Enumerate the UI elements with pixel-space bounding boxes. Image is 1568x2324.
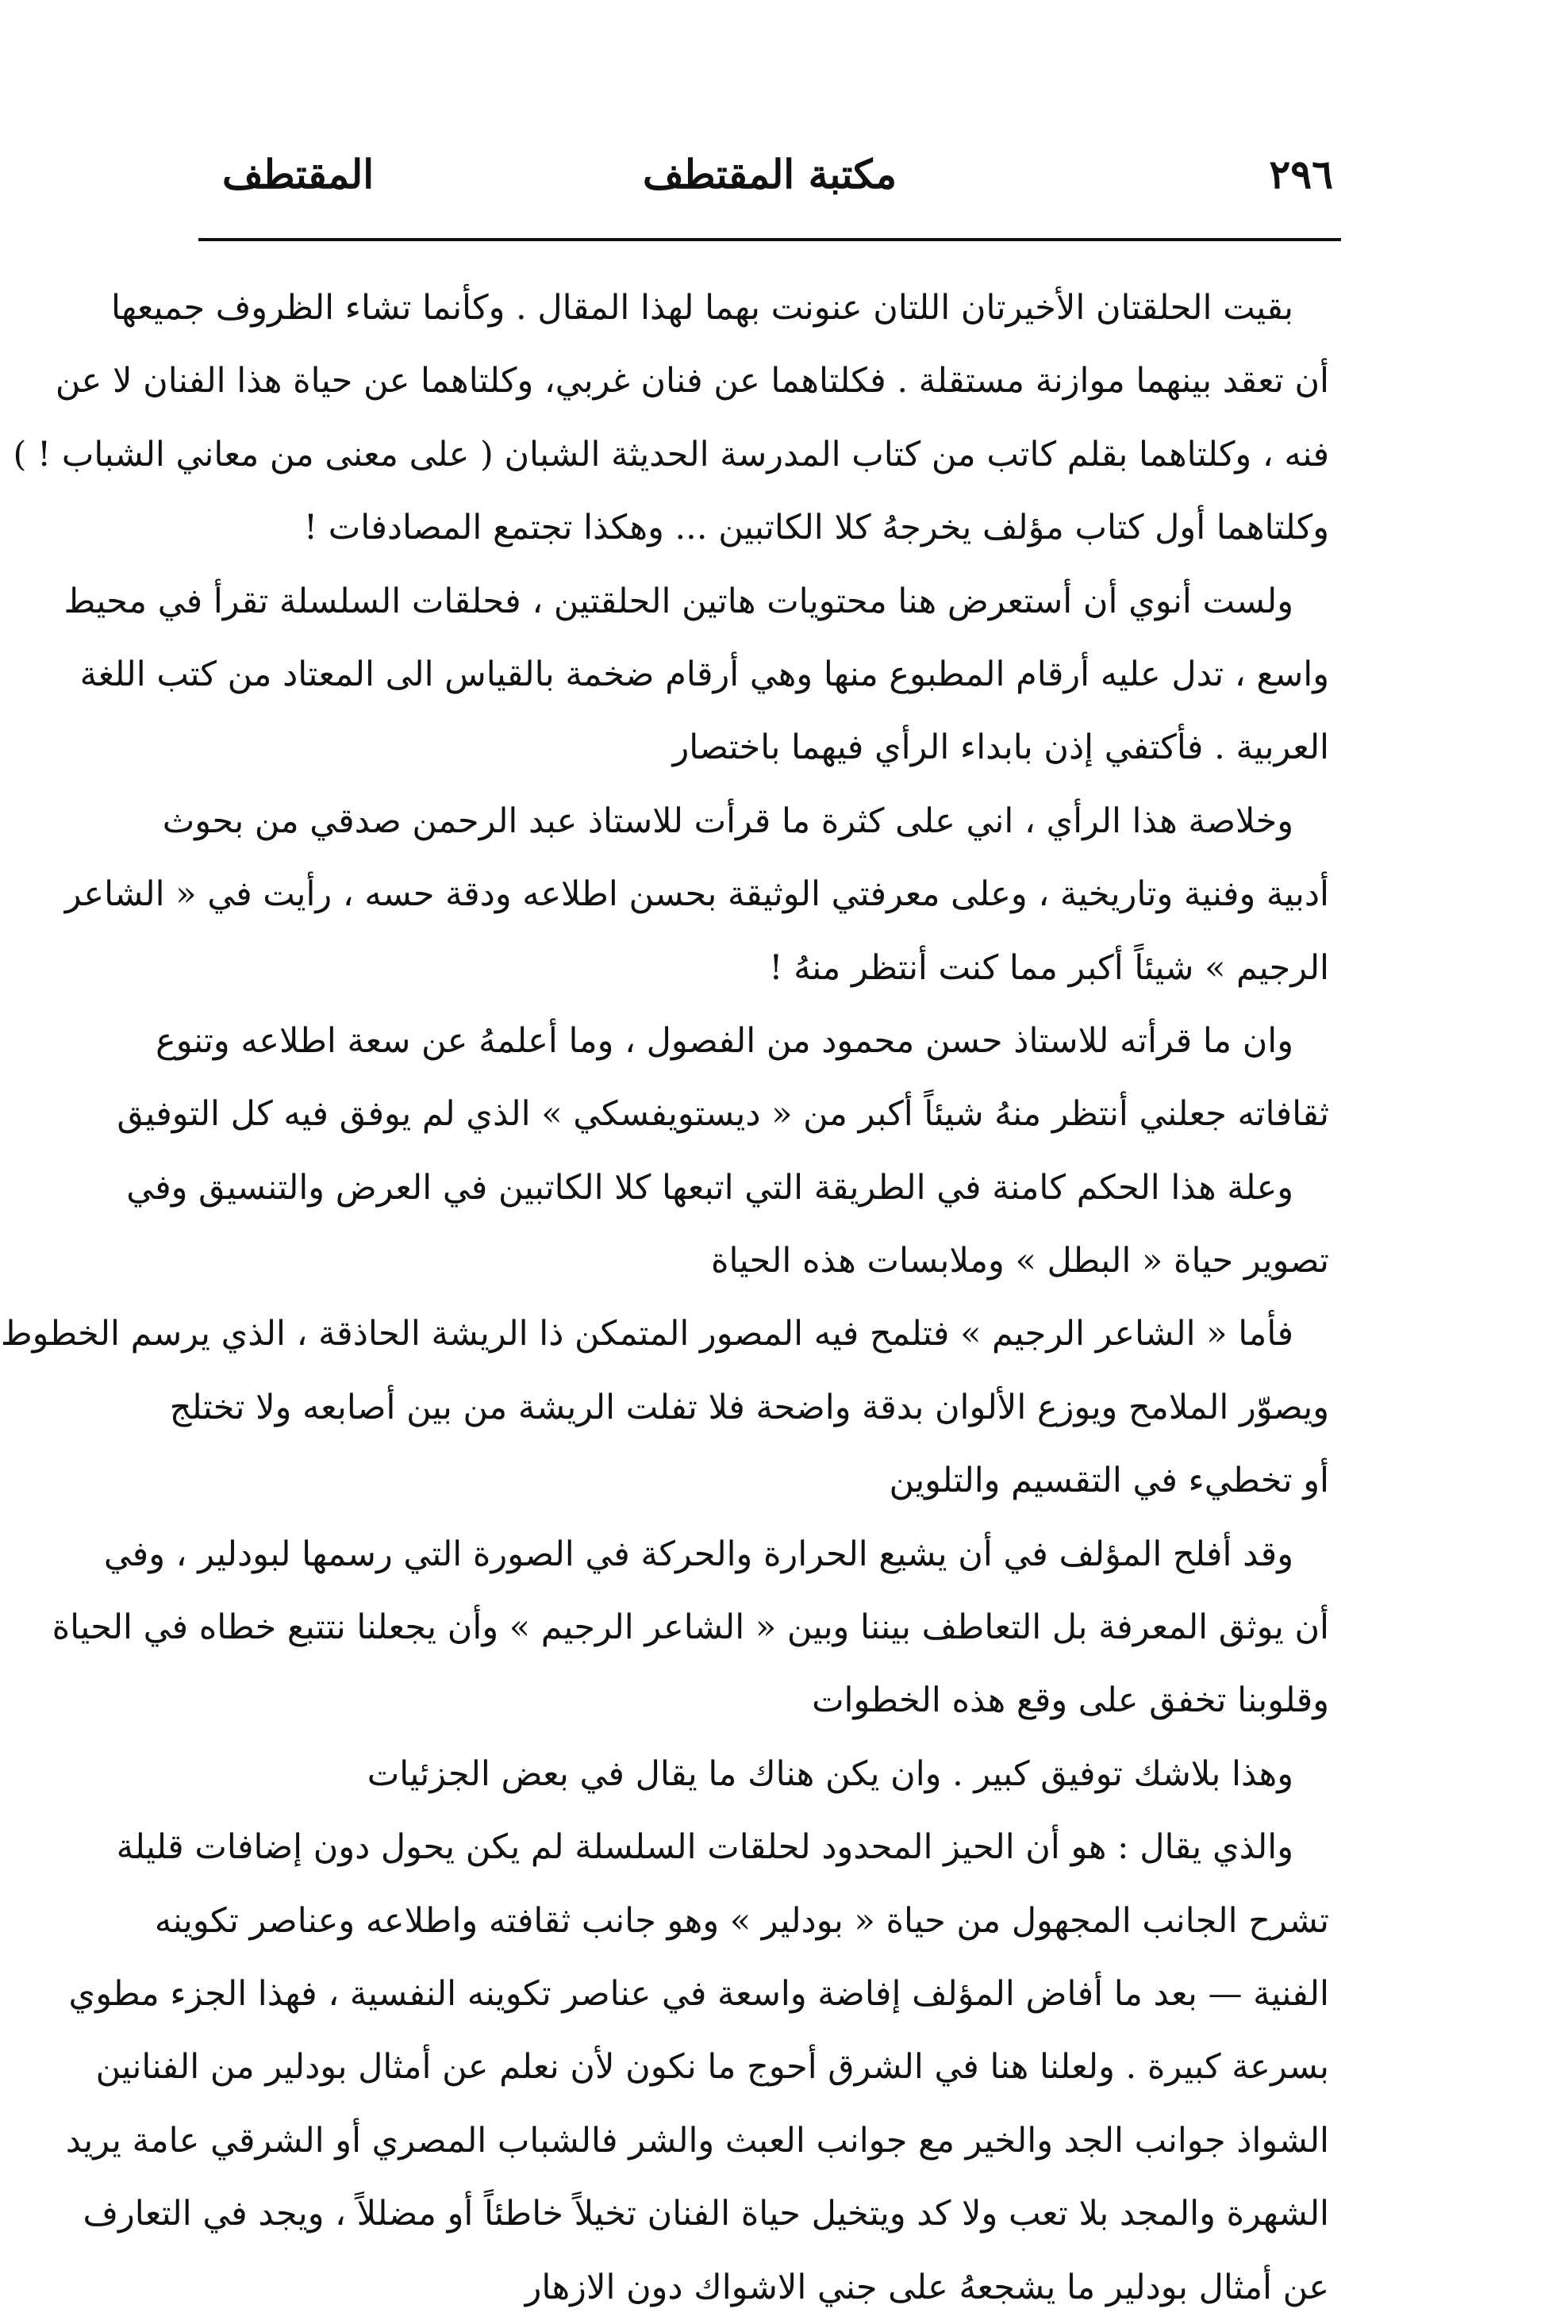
text-line: بقيت الحلقتان الأخيرتان اللتان عنونت بهما لهذا المقال . وكأنما تشاء الظروف جميعها <box>110 288 1293 328</box>
text-line: فنه ، وكلتاهما بقلم كاتب من كتاب المدرسة الحديثة الشبان ( على معنى من معاني الشباب ! ) <box>13 434 1329 474</box>
page-number: ٢٩٦ <box>1269 151 1333 198</box>
text-line: أن يوثق المعرفة بل التعاطف بيننا وبين « الشاعر الرجيم » وأن يجعلنا نتتبع خطاه في الحياة <box>52 1608 1329 1648</box>
journal-name: المقتطف <box>222 151 375 198</box>
text-line: الشواذ جوانب الجد والخير مع جوانب العبث والشر فالشباب المصري أو الشرقي عامة يريد <box>65 2120 1329 2161</box>
text-line: ثقافاته جعلني أنتظر منهُ شيئاً أكبر من « ديستويفسكي » الذي لم يوفق فيه كل التوفيق <box>117 1094 1329 1135</box>
text-line: الرجيم » شيئاً أكبر مما كنت أنتظر منهُ ! <box>769 947 1329 988</box>
page-header <box>198 139 1341 226</box>
text-line: أن تعقد بينهما موازنة مستقلة . فكلتاهما عن فنان غربي، وكلتاهما عن حياة هذا الفنان لا عن <box>55 361 1329 401</box>
text-line: بسرعة كبيرة . ولعلنا هنا في الشرق أحوج ما نكون لأن نعلم عن أمثال بودلير من الفنانين <box>95 2047 1329 2088</box>
text-line: الشهرة والمجد بلا تعب ولا كد ويتخيل حياة الفنان تخيلاً خاطئاً أو مضللاً ، ويجد في التعارف <box>83 2194 1329 2234</box>
text-line: الفنية — بعد ما أفاض المؤلف إفاضة واسعة في عناصر تكوينه النفسية ، فهذا الجزء مطوي <box>68 1973 1329 2014</box>
text-line: العربية . فأكتفي إذن بابداء الرأي فيهما باختصار <box>672 728 1329 768</box>
text-line: وكلتاهما أول كتاب مؤلف يخرجهُ كلا الكاتبين ... وهكذا تجتمع المصادفات ! <box>303 508 1329 548</box>
text-line: فأما « الشاعر الرجيم » فتلمح فيه المصور المتمكن ذا الريشة الحاذقة ، الذي يرسم الخطوط <box>0 1314 1293 1354</box>
header-rule <box>198 238 1341 241</box>
text-line: وعلة هذا الحكم كامنة في الطريقة التي اتبعها كلا الكاتبين في العرض والتنسيق وفي <box>126 1167 1293 1208</box>
text-line: وقد أفلح المؤلف في أن يشيع الحرارة والحركة في الصورة التي رسمها لبودلير ، وفي <box>103 1534 1293 1574</box>
text-line: تشرح الجانب المجهول من حياة « بودلير » وهو جانب ثقافته واطلاعه وعناصر تكوينه <box>154 1900 1329 1941</box>
text-line: وان ما قرأته للاستاذ حسن محمود من الفصول ، وما أعلمهُ عن سعة اطلاعه وتنوع <box>156 1020 1293 1061</box>
text-line: أدبية وفنية وتاريخية ، وعلى معرفتي الوثيقة بحسن اطلاعه ودقة حسه ، رأيت في « الشاعر <box>64 874 1329 915</box>
text-line: واسع ، تدل عليه أرقام المطبوع منها وهي أرقام ضخمة بالقياس الى المعتاد من كتب اللغة <box>79 654 1329 694</box>
article-body <box>0 271 1329 2324</box>
text-line: ويصوّر الملامح ويوزع الألوان بدقة واضحة فلا تفلت الريشة من بين أصابعه ولا تختلج <box>169 1387 1329 1427</box>
text-line: وخلاصة هذا الرأي ، اني على كثرة ما قرأت للاستاذ عبد الرحمن صدقي من بحوث <box>162 801 1293 841</box>
text-line: وهذا بلاشك توفيق كبير . وان يكن هناك ما يقال في بعض الجزئيات <box>367 1754 1293 1794</box>
running-title: مكتبة المقتطف <box>643 151 897 198</box>
text-line: والذي يقال : هو أن الحيز المحدود لحلقات السلسلة لم يكن يحول دون إضافات قليلة <box>116 1827 1293 1868</box>
text-line: وقلوبنا تخفق على وقع هذه الخطوات <box>812 1681 1329 1721</box>
text-line: تصوير حياة « البطل » وملابسات هذه الحياة <box>710 1241 1329 1281</box>
text-line: ولست أنوي أن أستعرض هنا محتويات هاتين الحلقتين ، فحلقات السلسلة تقرأ في محيط <box>63 581 1293 621</box>
text-line: أو تخطيء في التقسيم والتلوين <box>889 1461 1329 1501</box>
text-line: عن أمثال بودلير ما يشجعهُ على جني الاشواك دون الازهار <box>525 2267 1329 2307</box>
